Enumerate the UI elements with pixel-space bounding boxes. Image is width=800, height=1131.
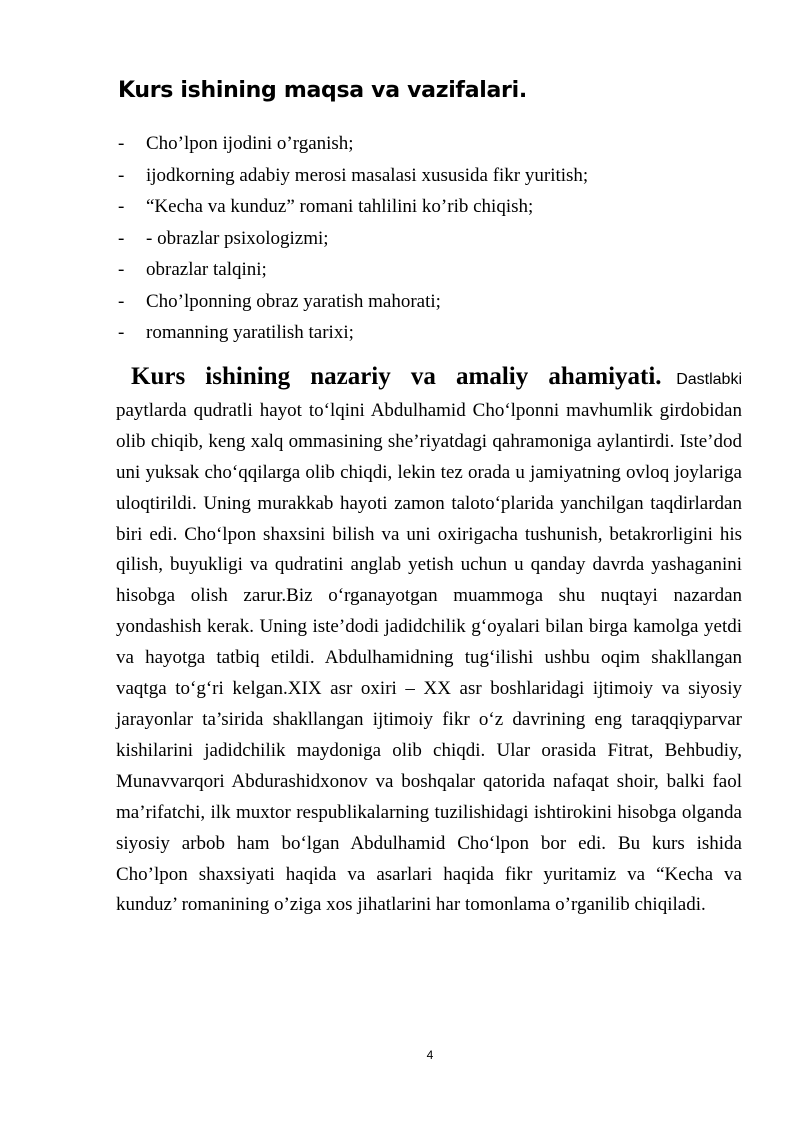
list-item-text: Cho’lpon ijodini o’rganish;	[146, 133, 354, 154]
list-item	[118, 128, 588, 160]
page-title: Kurs ishining maqsa va vazifalari.	[118, 78, 527, 103]
page-number: 4	[426, 1048, 434, 1062]
bullet-dash: -	[118, 164, 125, 186]
bullet-dash: -	[118, 322, 125, 343]
list-item	[118, 223, 588, 255]
paragraph-text: paytlarda qudratli hayot to‘lqini Abdulhamid Cho‘lponni mavhumlik girdobidan olib chiqib, keng xalq ommasining she’riyatdagi qahramoniga aylantirdi. Iste’dod uni yuksak cho‘qqilarga olib chiqdi, lekin tez orada u jamiyatning ovloq joylariga uloqtirildi. Uning murakkab hayoti zamon taloto‘plarida yanchilgan taqdirlardan biri edi. Cho‘lpon shaxsini bilish va uni oxirigacha tushunish, betakrorligini his qilish, buyukligi va qudratini anglab yetish uchun u qanday davrda yashaganini hisobga olish zarur.Biz o‘rganayotgan muammoga shu nuqtayi nazardan yondashish kerak. Uning iste’dodi jadidchilik g‘oyalari bilan birga kamolga yetdi va hayotga tatbiq etildi. Abdulhamidning tug‘ilishi ushbu oqim shakllangan vaqtga to‘g‘ri kelgan.XIX asr oxiri – XX asr boshlaridagi ijtimoiy va siyosiy jarayonlar ta’sirida shakllangan ijtimoiy fikr o‘z davrining eng taraqqiyparvar kishilarini jadidchilik maydoniga olib chiqdi. Ular orasida Fitrat, Behbudiy, Munavvarqori Abdurashidxonov va boshqalar qatorida nafaqat shoir, balki faol ma’rifatchi, ilk muxtor respublikalarning tuzilishidagi ishtirokini hisobga olganda siyosiy arbob ham bo‘lgan Abdulhamid Cho‘lpon bor edi. Bu kurs ishida Cho’lpon shaxsiyati haqida va asarlari haqida fikr yuritamiz va “Kecha va kunduz’ romanining o’ziga xos jihatlarini har tomonlama o’rganilib chiqiladi.	[116, 399, 742, 916]
list-item	[118, 317, 588, 349]
list-item-text: - obrazlar psixologizmi;	[146, 227, 329, 249]
bullet-dash: -	[118, 259, 125, 280]
bullet-dash: -	[118, 227, 125, 249]
list-item-text: “Kecha va kunduz” romani tahlilini ko’rib chiqish;	[146, 196, 534, 217]
bullet-dash: -	[118, 133, 125, 154]
section-heading: Kurs ishining nazariy va amaliy ahamiyati.	[131, 363, 662, 390]
list-item	[118, 191, 588, 223]
list-item-text: romanning yaratilish tarixi;	[146, 322, 354, 343]
list-item-text: Cho’lponning obraz yaratish mahorati;	[146, 290, 441, 312]
list-item-text: obrazlar talqini;	[146, 259, 267, 280]
bullet-dash: -	[118, 196, 125, 217]
list-item	[118, 254, 588, 286]
list-item	[118, 160, 588, 192]
lead-word: Dastlabki	[676, 371, 742, 388]
body-paragraph	[116, 362, 742, 921]
list-item-text: ijodkorning adabiy merosi masalasi xususida fikr yuritish;	[146, 164, 589, 186]
list-item	[118, 286, 588, 318]
task-list	[118, 128, 588, 349]
bullet-dash: -	[118, 290, 125, 312]
